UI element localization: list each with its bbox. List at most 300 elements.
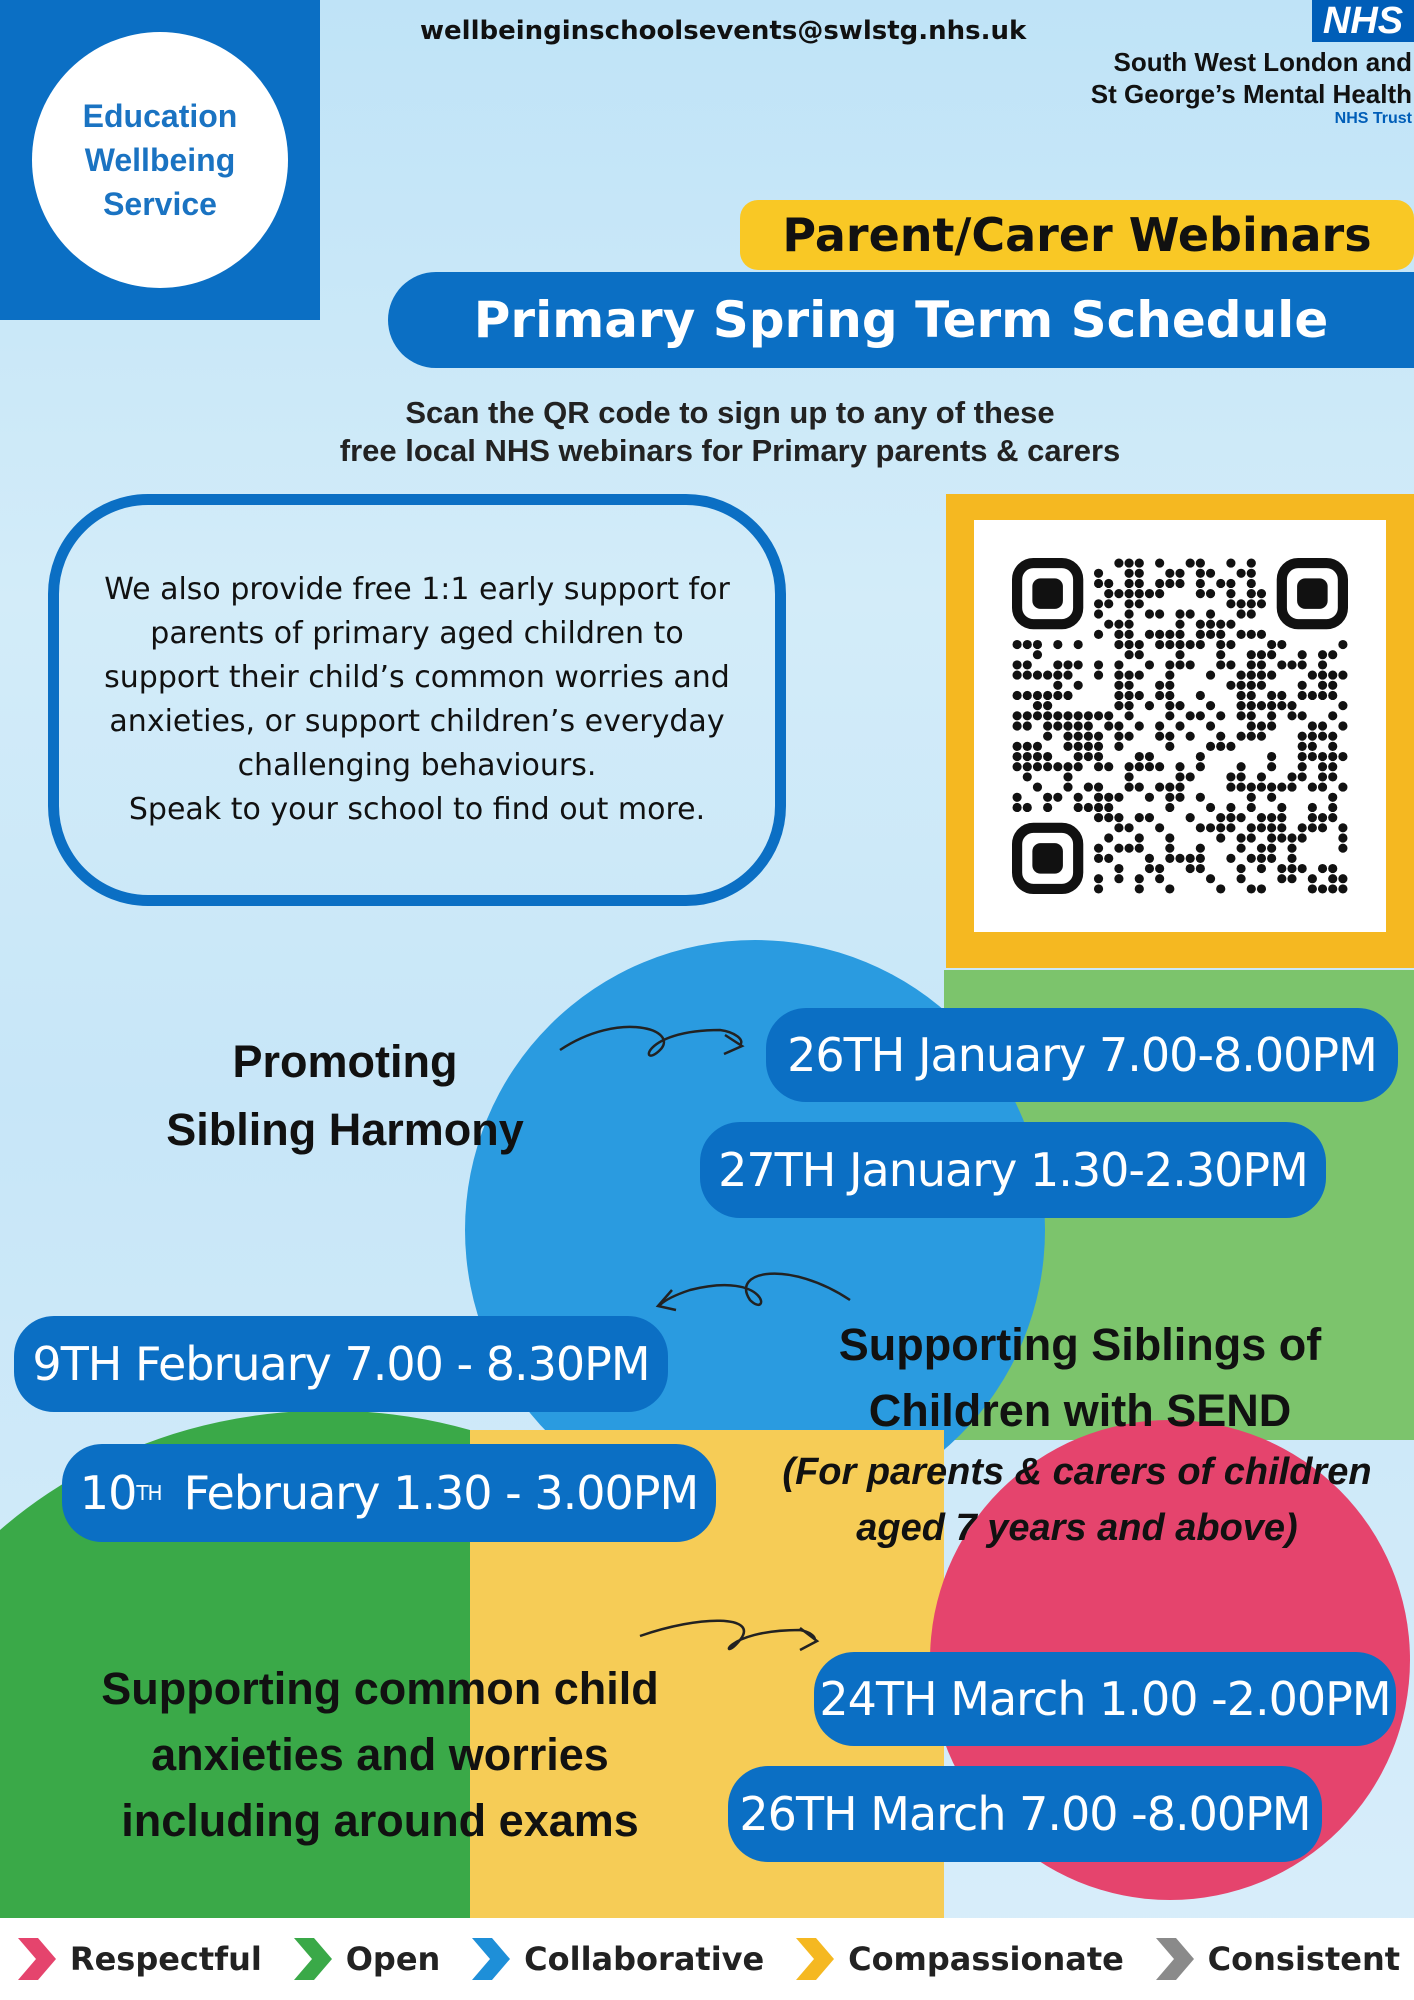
qr-module xyxy=(1175,660,1184,669)
qr-module xyxy=(1043,711,1052,720)
qr-module xyxy=(1298,681,1307,690)
qr-module xyxy=(1216,640,1225,649)
qr-module xyxy=(1125,599,1134,608)
support-cta: Speak to your school to find out more. xyxy=(128,792,706,827)
qr-module xyxy=(1175,569,1184,578)
qr-module xyxy=(1104,833,1113,842)
qr-module xyxy=(1114,864,1123,873)
qr-module xyxy=(1247,609,1256,618)
qr-module xyxy=(1206,671,1215,680)
qr-module xyxy=(1145,762,1154,771)
qr-module xyxy=(1328,752,1337,761)
qr-module xyxy=(1247,701,1256,710)
qr-module xyxy=(1175,579,1184,588)
qr-module xyxy=(1074,793,1083,802)
qr-module xyxy=(1216,813,1225,822)
qr-module xyxy=(1277,660,1286,669)
qr-module xyxy=(1237,762,1246,771)
qr-module xyxy=(1216,579,1225,588)
qr-module xyxy=(1074,640,1083,649)
qr-module xyxy=(1328,742,1337,751)
qr-module xyxy=(1328,813,1337,822)
qr-module xyxy=(1165,854,1174,863)
qr-module xyxy=(1318,691,1327,700)
qr-module xyxy=(1063,732,1072,741)
qr-module xyxy=(1328,732,1337,741)
qr-module xyxy=(1125,671,1134,680)
qr-module xyxy=(1257,884,1266,893)
qr-module xyxy=(1165,833,1174,842)
qr-module xyxy=(1247,589,1256,598)
qr-module xyxy=(1023,742,1032,751)
qr-module xyxy=(1328,691,1337,700)
qr-module xyxy=(1125,589,1134,598)
qr-module xyxy=(1033,711,1042,720)
qr-module xyxy=(1155,762,1164,771)
qr-module xyxy=(1013,803,1022,812)
qr-module xyxy=(1063,742,1072,751)
qr-module xyxy=(1318,650,1327,659)
qr-code[interactable] xyxy=(974,520,1386,932)
value-label: Open xyxy=(345,1940,441,1978)
qr-module xyxy=(1267,671,1276,680)
qr-module xyxy=(1338,844,1347,853)
qr-module xyxy=(1013,762,1022,771)
qr-module xyxy=(1125,691,1134,700)
qr-module xyxy=(1206,620,1215,629)
qr-module xyxy=(1165,671,1174,680)
qr-module xyxy=(1125,783,1134,792)
qr-module xyxy=(1298,691,1307,700)
qr-module xyxy=(1298,772,1307,781)
qr-module xyxy=(1287,833,1296,842)
qr-module xyxy=(1267,752,1276,761)
qr-module xyxy=(1104,579,1113,588)
qr-module xyxy=(1135,844,1144,853)
qr-module xyxy=(1094,660,1103,669)
qr-module xyxy=(1155,721,1164,730)
qr-module xyxy=(1206,874,1215,883)
qr-module xyxy=(1114,589,1123,598)
qr-module xyxy=(1125,559,1134,568)
qr-module xyxy=(1247,823,1256,832)
qr-module xyxy=(1196,823,1205,832)
qr-module xyxy=(1094,742,1103,751)
qr-module xyxy=(1063,691,1072,700)
qr-module xyxy=(1308,803,1317,812)
qr-module xyxy=(1308,884,1317,893)
qr-module xyxy=(1114,559,1123,568)
qr-module xyxy=(1104,793,1113,802)
qr-module xyxy=(1135,813,1144,822)
qr-module xyxy=(1033,691,1042,700)
intro-line-2: free local NHS webinars for Primary parents & carers xyxy=(339,433,1121,468)
qr-module xyxy=(1135,721,1144,730)
value-label: Collaborative xyxy=(524,1940,765,1978)
qr-module xyxy=(1308,783,1317,792)
chevron-icon xyxy=(290,1934,336,1984)
qr-module xyxy=(1023,752,1032,761)
qr-module xyxy=(1135,569,1144,578)
qr-module xyxy=(1094,752,1103,761)
qr-module xyxy=(1053,640,1062,649)
qr-module xyxy=(1125,681,1134,690)
qr-module xyxy=(1287,660,1296,669)
qr-module xyxy=(1175,772,1184,781)
qr-module xyxy=(1155,823,1164,832)
qr-module xyxy=(1277,691,1286,700)
qr-module xyxy=(1216,884,1225,893)
chevron-icon xyxy=(14,1934,60,1984)
qr-module xyxy=(1053,793,1062,802)
qr-module xyxy=(1287,772,1296,781)
qr-module xyxy=(1257,589,1266,598)
qr-module xyxy=(1023,660,1032,669)
qr-module xyxy=(1237,833,1246,842)
qr-module xyxy=(1125,701,1134,710)
qr-module xyxy=(1247,660,1256,669)
qr-module xyxy=(1308,742,1317,751)
qr-module xyxy=(1104,813,1113,822)
qr-module xyxy=(1155,579,1164,588)
qr-module xyxy=(1196,640,1205,649)
qr-module xyxy=(1125,630,1134,639)
qr-module xyxy=(1186,660,1195,669)
siblings-send-line-2: Children with SEND xyxy=(868,1385,1292,1436)
qr-module xyxy=(1013,671,1022,680)
qr-module xyxy=(1165,793,1174,802)
qr-module xyxy=(1277,833,1286,842)
qr-module xyxy=(1114,701,1123,710)
qr-module xyxy=(1135,559,1144,568)
qr-module xyxy=(1186,640,1195,649)
qr-module xyxy=(1247,793,1256,802)
qr-module xyxy=(1053,681,1062,690)
qr-module xyxy=(1237,609,1246,618)
qr-module xyxy=(1043,752,1052,761)
qr-module xyxy=(1237,864,1246,873)
qr-module xyxy=(1186,559,1195,568)
anxieties-line-2: anxieties and worries xyxy=(151,1729,609,1780)
qr-module xyxy=(1043,701,1052,710)
qr-module xyxy=(1104,721,1113,730)
qr-module xyxy=(1114,823,1123,832)
qr-module xyxy=(1267,833,1276,842)
qr-module xyxy=(1247,630,1256,639)
qr-module xyxy=(1175,721,1184,730)
qr-module xyxy=(1125,569,1134,578)
qr-module xyxy=(1104,854,1113,863)
qr-module xyxy=(1074,742,1083,751)
section-sibling-harmony-title xyxy=(130,1028,560,1164)
qr-module xyxy=(1053,660,1062,669)
qr-module xyxy=(1104,711,1113,720)
qr-module xyxy=(1155,783,1164,792)
qr-module xyxy=(1267,691,1276,700)
qr-module xyxy=(1196,569,1205,578)
qr-module xyxy=(1063,783,1072,792)
qr-module xyxy=(1043,803,1052,812)
qr-module xyxy=(1186,711,1195,720)
qr-module xyxy=(1175,609,1184,618)
qr-module xyxy=(1196,630,1205,639)
qr-module xyxy=(1247,711,1256,720)
qr-module xyxy=(1298,762,1307,771)
qr-module xyxy=(1165,732,1174,741)
qr-module xyxy=(1135,874,1144,883)
qr-module xyxy=(1165,742,1174,751)
qr-module xyxy=(1135,599,1144,608)
qr-module xyxy=(1328,793,1337,802)
qr-module xyxy=(1033,783,1042,792)
qr-module xyxy=(1023,803,1032,812)
value-compassionate xyxy=(792,1934,1124,1984)
qr-module xyxy=(1237,671,1246,680)
qr-module xyxy=(1257,783,1266,792)
qr-module xyxy=(1247,579,1256,588)
qr-module xyxy=(1308,691,1317,700)
qr-finder-inner xyxy=(1297,578,1328,609)
qr-module xyxy=(1247,691,1256,700)
qr-module xyxy=(1277,701,1286,710)
values-footer xyxy=(0,1918,1414,2000)
qr-module xyxy=(1023,721,1032,730)
qr-module xyxy=(1247,559,1256,568)
qr-module xyxy=(1033,671,1042,680)
qr-module xyxy=(1125,732,1134,741)
qr-module xyxy=(1318,864,1327,873)
qr-module xyxy=(1267,711,1276,720)
session-10-rest: February 1.30 - 3.00PM xyxy=(183,1466,699,1520)
qr-module xyxy=(1155,732,1164,741)
qr-module xyxy=(1145,609,1154,618)
qr-module xyxy=(1206,742,1215,751)
qr-module xyxy=(1023,691,1032,700)
qr-module xyxy=(1298,833,1307,842)
qr-module xyxy=(1155,609,1164,618)
qr-module xyxy=(1338,640,1347,649)
qr-module xyxy=(1196,711,1205,720)
qr-module xyxy=(1033,742,1042,751)
qr-module xyxy=(1094,793,1103,802)
support-info-box xyxy=(48,494,786,906)
qr-module xyxy=(1063,762,1072,771)
qr-module xyxy=(1165,691,1174,700)
qr-module xyxy=(1196,844,1205,853)
qr-module xyxy=(1328,874,1337,883)
value-collaborative xyxy=(468,1934,764,1984)
qr-module xyxy=(1257,813,1266,822)
schedule-title: Primary Spring Term Schedule xyxy=(388,272,1414,368)
qr-module xyxy=(1196,864,1205,873)
nhs-logo: NHS xyxy=(1312,0,1414,42)
qr-module xyxy=(1155,630,1164,639)
qr-module xyxy=(1043,691,1052,700)
qr-module xyxy=(1013,721,1022,730)
qr-module xyxy=(1308,813,1317,822)
qr-module xyxy=(1033,640,1042,649)
intro-line-1: Scan the QR code to sign up to any of these xyxy=(405,395,1055,430)
qr-module xyxy=(1135,589,1144,598)
webinars-title: Parent/Carer Webinars xyxy=(740,200,1414,270)
qr-module xyxy=(1267,793,1276,802)
qr-module xyxy=(1237,599,1246,608)
qr-module xyxy=(1104,589,1113,598)
qr-module xyxy=(1257,681,1266,690)
qr-module xyxy=(1287,874,1296,883)
qr-module xyxy=(1125,711,1134,720)
qr-module xyxy=(1063,671,1072,680)
qr-module xyxy=(1298,650,1307,659)
qr-module xyxy=(1237,711,1246,720)
qr-module xyxy=(1287,864,1296,873)
qr-module xyxy=(1328,884,1337,893)
qr-module xyxy=(1114,793,1123,802)
qr-module xyxy=(1318,813,1327,822)
qr-frame xyxy=(946,494,1414,968)
qr-module xyxy=(1104,762,1113,771)
qr-module xyxy=(1247,721,1256,730)
qr-module xyxy=(1267,854,1276,863)
qr-module xyxy=(1175,640,1184,649)
qr-module xyxy=(1206,803,1215,812)
qr-module xyxy=(1247,599,1256,608)
qr-module xyxy=(1114,691,1123,700)
qr-module xyxy=(1277,874,1286,883)
qr-module xyxy=(1267,844,1276,853)
qr-module xyxy=(1267,762,1276,771)
qr-module xyxy=(1338,823,1347,832)
qr-module xyxy=(1338,752,1347,761)
qr-module xyxy=(1308,752,1317,761)
sibling-harmony-line-2: Sibling Harmony xyxy=(166,1104,524,1155)
qr-module xyxy=(1298,711,1307,720)
qr-module xyxy=(1043,793,1052,802)
qr-module xyxy=(1186,772,1195,781)
qr-module xyxy=(1114,844,1123,853)
qr-module xyxy=(1125,640,1134,649)
qr-module xyxy=(1023,711,1032,720)
session-9-february[interactable]: 9TH February 7.00 - 8.30PM xyxy=(14,1316,668,1412)
qr-module xyxy=(1318,884,1327,893)
qr-module xyxy=(1308,874,1317,883)
trust-line-2: St George’s Mental Health xyxy=(1090,79,1412,109)
qr-module xyxy=(1053,762,1062,771)
qr-module xyxy=(1094,854,1103,863)
qr-module xyxy=(1267,640,1276,649)
qr-module xyxy=(1114,813,1123,822)
qr-module xyxy=(1216,630,1225,639)
qr-module xyxy=(1094,844,1103,853)
qr-module xyxy=(1094,671,1103,680)
qr-module xyxy=(1298,864,1307,873)
qr-module xyxy=(1155,864,1164,873)
qr-module xyxy=(1277,803,1286,812)
session-26-january[interactable]: 26TH January 7.00-8.00PM xyxy=(766,1008,1398,1102)
qr-module xyxy=(1318,660,1327,669)
qr-module xyxy=(1196,620,1205,629)
qr-module xyxy=(1308,823,1317,832)
qr-module xyxy=(1155,691,1164,700)
qr-module xyxy=(1013,742,1022,751)
qr-module xyxy=(1226,813,1235,822)
qr-module xyxy=(1125,650,1134,659)
qr-module xyxy=(1145,793,1154,802)
qr-module xyxy=(1135,579,1144,588)
qr-module xyxy=(1165,701,1174,710)
qr-module xyxy=(1226,854,1235,863)
qr-module xyxy=(1013,660,1022,669)
qr-module xyxy=(1237,772,1246,781)
qr-module xyxy=(1114,620,1123,629)
qr-module xyxy=(1094,630,1103,639)
qr-module xyxy=(1277,813,1286,822)
qr-module xyxy=(1094,783,1103,792)
qr-module xyxy=(1063,660,1072,669)
intro-text xyxy=(180,394,1280,470)
qr-module xyxy=(1247,732,1256,741)
qr-module xyxy=(1216,823,1225,832)
qr-module xyxy=(1328,650,1337,659)
qr-module xyxy=(1216,711,1225,720)
qr-module xyxy=(1267,650,1276,659)
qr-module xyxy=(1298,660,1307,669)
session-26-march[interactable]: 26TH March 7.00 -8.00PM xyxy=(728,1766,1322,1862)
qr-module xyxy=(1165,579,1174,588)
qr-module xyxy=(1247,833,1256,842)
qr-module xyxy=(1135,884,1144,893)
session-10-february[interactable] xyxy=(62,1444,716,1542)
qr-module xyxy=(1328,711,1337,720)
qr-module xyxy=(1226,772,1235,781)
qr-module xyxy=(1175,650,1184,659)
qr-module xyxy=(1023,640,1032,649)
qr-module xyxy=(1053,691,1062,700)
qr-module xyxy=(1074,711,1083,720)
value-label: Consistent xyxy=(1207,1940,1401,1978)
qr-module xyxy=(1328,803,1337,812)
section-anxieties-title xyxy=(40,1656,720,1854)
qr-module xyxy=(1084,783,1093,792)
qr-module xyxy=(1074,681,1083,690)
qr-module xyxy=(1226,660,1235,669)
qr-module xyxy=(1267,813,1276,822)
qr-module xyxy=(1216,732,1225,741)
qr-module xyxy=(1155,559,1164,568)
qr-module xyxy=(1013,711,1022,720)
qr-module xyxy=(1318,721,1327,730)
contact-email[interactable]: wellbeinginschoolsevents@swlstg.nhs.uk xyxy=(420,16,1027,46)
qr-module xyxy=(1338,701,1347,710)
qr-module xyxy=(1094,579,1103,588)
qr-module xyxy=(1196,854,1205,863)
qr-module xyxy=(1074,660,1083,669)
qr-module xyxy=(1237,681,1246,690)
qr-module xyxy=(1094,569,1103,578)
qr-module xyxy=(1237,569,1246,578)
session-24-march[interactable]: 24TH March 1.00 -2.00PM xyxy=(814,1652,1396,1746)
qr-module xyxy=(1104,803,1113,812)
qr-module xyxy=(1267,701,1276,710)
qr-module xyxy=(1267,823,1276,832)
qr-module xyxy=(1165,681,1174,690)
qr-module xyxy=(1226,640,1235,649)
qr-module xyxy=(1074,803,1083,812)
qr-module xyxy=(1338,783,1347,792)
qr-module xyxy=(1277,640,1286,649)
qr-module xyxy=(1186,864,1195,873)
session-27-january[interactable]: 27TH January 1.30-2.30PM xyxy=(700,1122,1326,1218)
